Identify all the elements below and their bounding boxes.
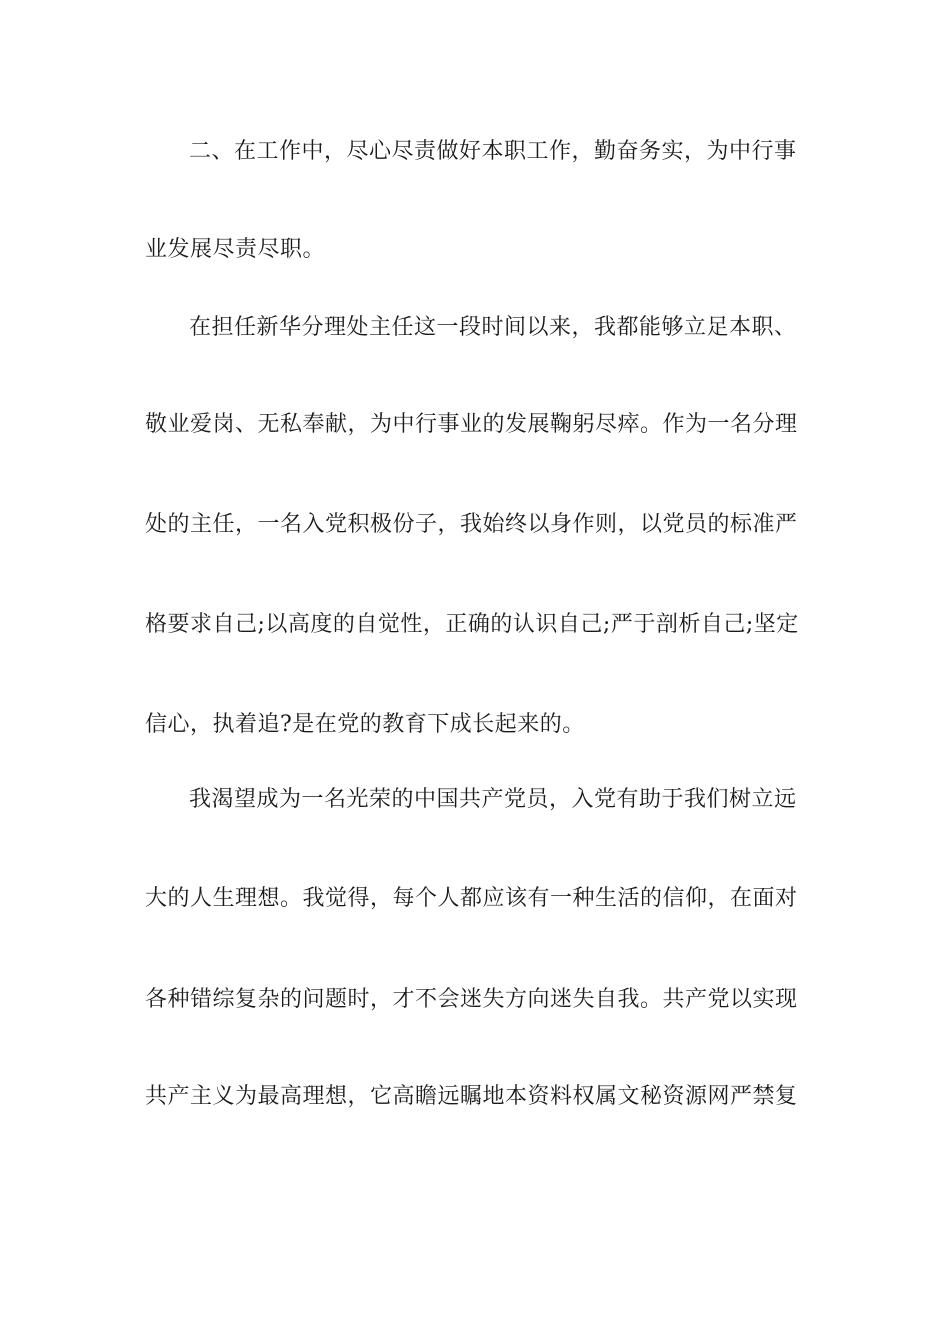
- paragraph-2-line-4: 格要求自己;以高度的自觉性，正确的认识自己;严于剖析自己;坚定: [145, 612, 799, 637]
- paragraph-1-line-1: 二、在工作中，尽心尽责做好本职工作，勤奋务实，为中行事: [189, 139, 797, 164]
- paragraph-3-line-1: 我渴望成为一名光荣的中国共产党员，入党有助于我们树立远: [189, 787, 797, 812]
- paragraph-3-line-3: 各种错综复杂的问题时，才不会迷失方向迷失自我。共产党以实现: [145, 987, 798, 1012]
- paragraph-2-line-3: 处的主任，一名入党积极份子，我始终以身作则，以党员的标准严: [145, 512, 798, 537]
- paragraph-2-line-1: 在担任新华分理处主任这一段时间以来，我都能够立足本职、: [189, 315, 797, 340]
- paragraph-3-line-4: 共产主义为最高理想，它高瞻远瞩地本资料权属文秘资源网严禁复: [145, 1084, 798, 1109]
- paragraph-3-line-2: 大的人生理想。我觉得，每个人都应该有一种生活的信仰，在面对: [145, 886, 798, 911]
- paragraph-2-line-2: 敬业爱岗、无私奉献，为中行事业的发展鞠躬尽瘁。作为一名分理: [145, 412, 798, 437]
- paragraph-1-line-2: 业发展尽责尽职。: [145, 237, 326, 262]
- paragraph-2-line-5: 信心，执着追?是在党的教育下成长起来的。: [145, 712, 585, 737]
